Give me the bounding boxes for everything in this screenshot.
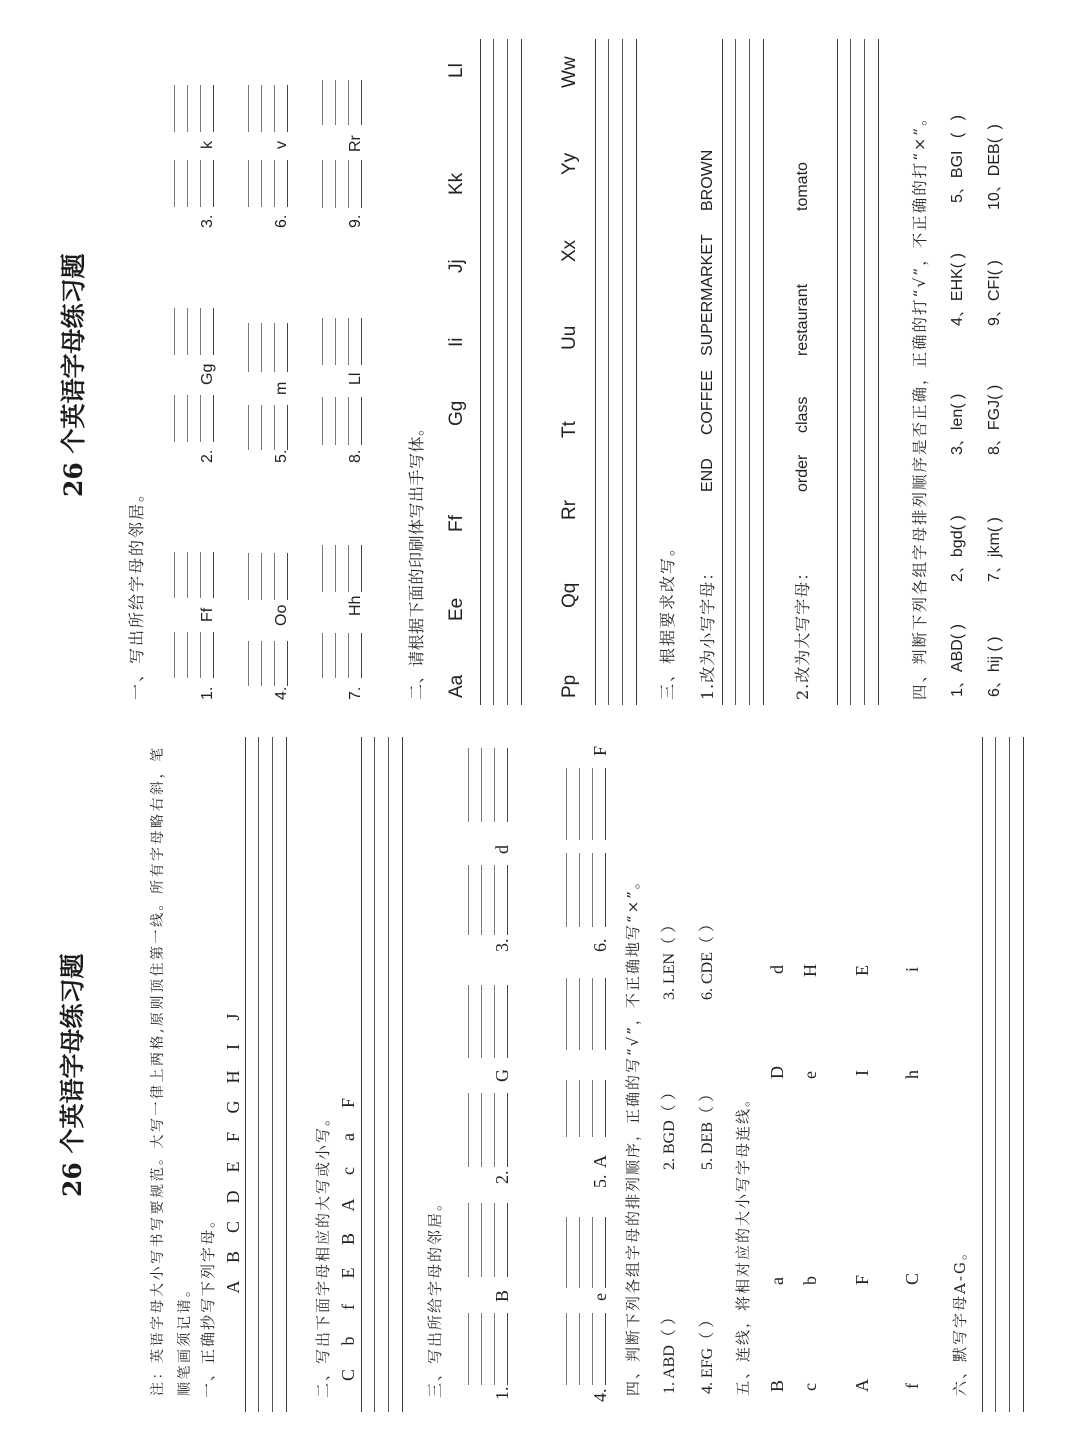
item-number: 7.: [347, 686, 364, 700]
blank-staff: [566, 1217, 606, 1288]
given-letter: Hh: [347, 595, 364, 616]
blank-staff: [468, 1313, 508, 1385]
left-page: [0, 720, 1080, 1440]
order-judgement-item: 5. DEB（ ）: [699, 1085, 716, 1170]
order-judgement-item: 4、EHK( ): [949, 253, 966, 326]
copy-letters-row: [224, 1002, 242, 1302]
match-letter: e: [800, 1071, 820, 1079]
order-judgement-item: 3. LEN（ ）: [661, 916, 678, 1000]
writing-lines: [982, 737, 1024, 1412]
item-number: 1.: [492, 1386, 512, 1400]
letter: f: [338, 1304, 358, 1310]
printed-letter-pair: Ww: [559, 56, 580, 88]
order-judgement-item: 3、len( ): [949, 393, 966, 455]
printed-letter-pair: Ee: [446, 597, 467, 621]
order-judgement-item: 2、bgd( ): [949, 515, 966, 582]
blank-staff: [566, 853, 606, 927]
match-letter: c: [800, 1383, 820, 1391]
word-to-uppercase: restaurant: [794, 283, 811, 356]
item-number: 3.: [199, 214, 216, 228]
order-judgement-item: 2. BGD（ ）: [661, 1084, 678, 1170]
blank-staff: [174, 160, 214, 207]
blank-staff: [322, 397, 362, 445]
item-number: 6.: [273, 214, 290, 228]
letter: F: [223, 1132, 243, 1143]
blank-staff: [248, 641, 288, 686]
given-letter: e: [590, 1293, 610, 1301]
match-letter: H: [800, 964, 820, 977]
item-number: 5.: [590, 1174, 610, 1188]
letter: B: [338, 1233, 358, 1246]
given-letter: Rr: [347, 135, 364, 152]
blank-staff: [248, 323, 288, 372]
word-to-lowercase: SUPERMARKET: [699, 234, 716, 356]
match-letter: i: [902, 966, 922, 972]
writing-lines: [245, 737, 287, 1412]
given-letter: k: [199, 141, 216, 149]
letter: F: [338, 1098, 358, 1109]
match-letter: b: [800, 1276, 820, 1285]
word-to-uppercase: tomato: [794, 162, 811, 211]
letter: C: [223, 1221, 243, 1234]
printed-letter-pair: Gg: [446, 400, 467, 426]
word-to-uppercase: order: [794, 454, 811, 492]
blank-staff: [468, 748, 508, 822]
printed-letter-pair: Pp: [559, 674, 580, 698]
printed-letter-pair: Aa: [446, 674, 467, 698]
word-to-lowercase: BROWN: [699, 149, 716, 211]
letter: A: [338, 1198, 358, 1212]
item-number: 5.: [273, 449, 290, 463]
section-3-heading: 三、根据要求改写。: [658, 537, 677, 700]
task-1-label: 1.改为小写字母：: [698, 563, 717, 700]
section-2-heading: 二、写出下面字母相应的大写或小写。: [314, 1108, 332, 1398]
writing-lines: [595, 39, 637, 705]
blank-staff: [322, 633, 362, 678]
match-letter: I: [852, 1070, 872, 1076]
item-number: 8.: [347, 449, 364, 463]
match-letter: B: [767, 1379, 787, 1392]
blank-staff: [174, 395, 214, 442]
blank-staff: [468, 1203, 508, 1277]
word-to-uppercase: class: [794, 396, 811, 433]
order-judgement-item: 1、ABD( ): [949, 624, 966, 697]
order-judgement-item: 7、jkm( ): [986, 517, 1003, 582]
printed-letter-pair: Rr: [559, 499, 580, 520]
item-number: 4.: [273, 686, 290, 700]
blank-staff: [468, 865, 508, 935]
order-judgement-item: 10、DEB( ): [986, 124, 1003, 210]
printed-letter-pair: Tt: [559, 421, 580, 438]
blank-staff: [248, 85, 288, 132]
letter: G: [223, 1100, 243, 1114]
blank-staff: [322, 80, 362, 125]
section-1-heading: 一、正确抄写下列字母。: [199, 1210, 217, 1398]
section-6-heading: 六、默写字母A-G。: [951, 1243, 969, 1396]
given-letter: Ll: [347, 372, 364, 385]
task-2-label: 2.改为大写字母：: [793, 563, 812, 700]
match-letter: D: [767, 1066, 787, 1079]
blank-staff: [248, 405, 288, 450]
letter: D: [223, 1190, 243, 1204]
given-letter: Gg: [199, 363, 216, 385]
blank-staff: [322, 545, 362, 592]
given-letter: F: [590, 745, 610, 756]
printed-letter-pair: Ll: [446, 63, 467, 78]
section-3-heading: 三、写出所给字母的邻居。: [426, 1193, 444, 1398]
page-title: 26 个英语字母练习题: [58, 953, 87, 1197]
page-title: 26 个英语字母练习题: [59, 253, 88, 497]
blank-staff: [566, 978, 606, 1050]
blank-staff: [174, 632, 214, 678]
match-letter: A: [852, 1379, 872, 1392]
item-number: 6.: [590, 938, 610, 952]
blank-staff: [566, 1313, 606, 1385]
order-judgement-item: 4. EFG（ ）: [699, 1311, 716, 1394]
order-judgement-item: 6、hij ( ): [986, 636, 1003, 697]
given-letter: v: [273, 141, 290, 149]
blank-staff: [174, 552, 214, 598]
case-letters-row: [339, 1086, 357, 1392]
printed-letter-pair: Kk: [446, 172, 467, 195]
printed-letter-pair: Ff: [446, 515, 467, 532]
order-judgement-item: 8、FGJ( ): [986, 384, 1003, 455]
match-letter: E: [852, 965, 872, 976]
letter: C: [338, 1369, 358, 1382]
instruction-note-line-1: 注：英语字母大小写书写要规范。大写一律上两格,原则顶住第一线。所有字母略右斜，笔: [150, 745, 166, 1396]
section-1-heading: 一、写出所给字母的邻居。: [127, 483, 146, 700]
blank-staff: [468, 985, 508, 1058]
item-number: 9.: [347, 214, 364, 228]
blank-staff: [248, 160, 288, 207]
blank-staff: [322, 318, 362, 365]
section-5-heading: 五、连线，将相对应的大小写字母连线。: [734, 1089, 752, 1396]
writing-lines: [480, 39, 522, 705]
section-4-heading: 四、判断下列各组字母排列顺序是否正确，正确的打“√”，不正确的打“×”。: [911, 108, 929, 700]
blank-staff: [174, 85, 214, 132]
item-number: 1.: [199, 686, 216, 700]
given-letter: m: [273, 381, 290, 395]
blank-staff: [322, 160, 362, 208]
match-letter: h: [902, 1070, 922, 1079]
given-letter: G: [492, 1069, 512, 1082]
blank-staff: [566, 768, 606, 840]
given-letter: Ff: [199, 607, 216, 622]
given-letter: B: [492, 1289, 512, 1302]
letter: c: [338, 1167, 358, 1175]
instruction-note-line-2: 顺笔画须记请。: [177, 1280, 193, 1396]
item-number: 3.: [492, 938, 512, 952]
blank-staff: [566, 1080, 606, 1137]
match-letter: d: [767, 965, 787, 974]
blank-staff: [468, 1093, 508, 1167]
item-number: 2.: [492, 1170, 512, 1184]
match-letter: C: [902, 1272, 922, 1285]
writing-lines: [361, 737, 403, 1412]
section-4-heading: 四、判断下列各组字母的排列顺序，正确的写“√”，不正确地写“×”。: [624, 872, 642, 1396]
letter: a: [338, 1133, 358, 1141]
printed-letter-pair: Yy: [559, 152, 580, 175]
given-letter: A: [590, 1155, 610, 1168]
letter: I: [223, 1044, 243, 1050]
match-letter: F: [852, 1274, 872, 1285]
given-letter: Oo: [273, 604, 290, 626]
match-letter: f: [902, 1383, 922, 1389]
word-to-lowercase: END: [699, 458, 716, 492]
item-number: 2.: [199, 449, 216, 463]
letter: E: [338, 1267, 358, 1279]
word-to-lowercase: COFFEE: [699, 370, 716, 435]
letter: J: [223, 1013, 243, 1021]
printed-letter-pair: Uu: [559, 325, 580, 350]
letter: b: [338, 1336, 358, 1346]
order-judgement-item: 5、BGI ( ): [949, 114, 966, 203]
section-2-heading: 二、请根据下面的印刷体写出手写体。: [407, 419, 426, 700]
order-judgement-item: 1. ABD（ ）: [661, 1309, 678, 1394]
printed-letter-pair: Jj: [446, 259, 467, 273]
letter: E: [223, 1161, 243, 1173]
order-judgement-item: 9、CFI( ): [986, 260, 1003, 326]
printed-letter-pair: Ii: [446, 337, 467, 347]
printed-letter-pair: Qq: [559, 582, 580, 608]
match-letter: a: [767, 1277, 787, 1285]
given-letter: d: [492, 845, 512, 854]
letter: A: [223, 1280, 243, 1294]
blank-staff: [174, 308, 214, 355]
writing-lines: [837, 39, 879, 705]
item-number: 4.: [590, 1388, 610, 1402]
letter: B: [223, 1251, 243, 1264]
writing-lines: [722, 39, 764, 705]
order-judgement-item: 6. CDE（ ）: [699, 915, 716, 1000]
blank-staff: [248, 553, 288, 600]
printed-letter-pair: Xx: [559, 239, 580, 262]
letter: H: [223, 1070, 243, 1084]
